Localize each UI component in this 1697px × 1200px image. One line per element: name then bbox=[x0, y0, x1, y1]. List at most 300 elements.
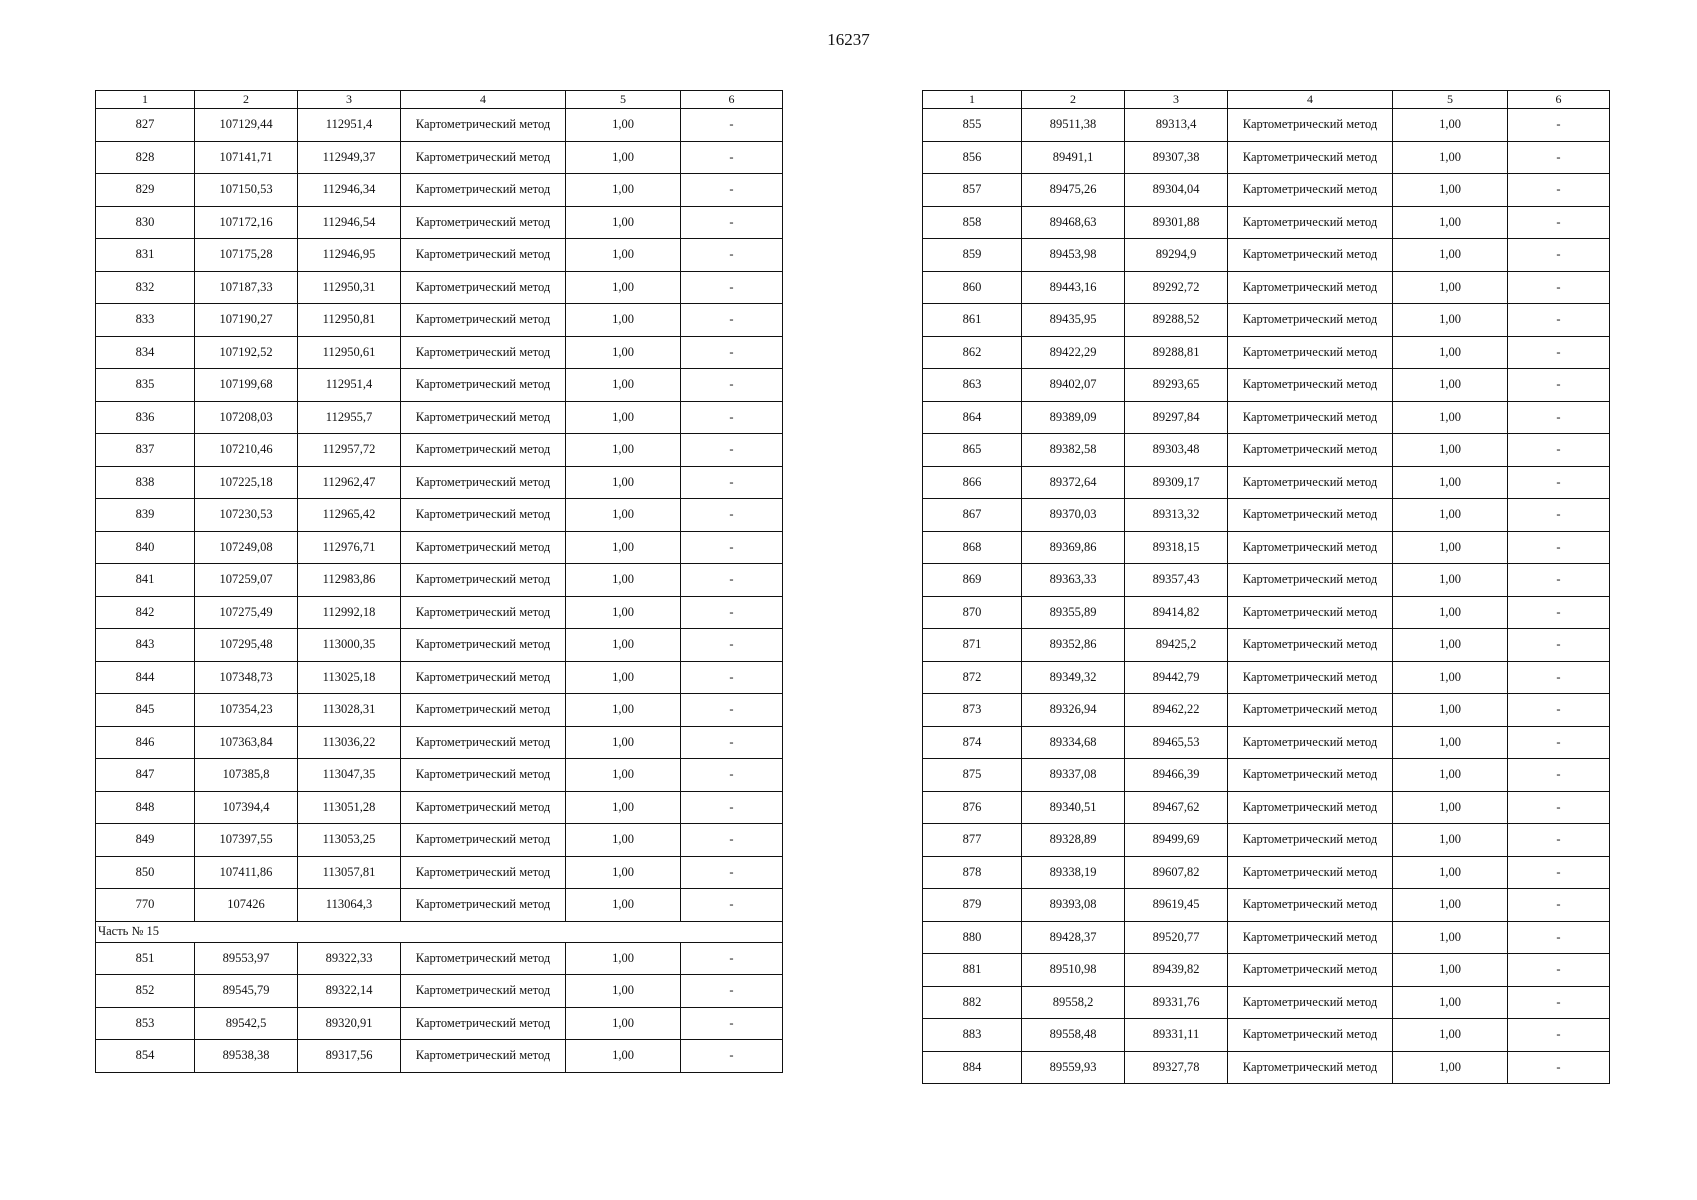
description-cell: - bbox=[681, 856, 783, 889]
point-number-cell: 830 bbox=[96, 206, 195, 239]
point-number-cell: 833 bbox=[96, 304, 195, 337]
method-cell: Картометрический метод bbox=[401, 239, 566, 272]
column-header: 2 bbox=[195, 91, 298, 109]
y-coordinate-cell: 112946,95 bbox=[298, 239, 401, 272]
table-header-row bbox=[923, 91, 1610, 109]
table-row bbox=[96, 824, 783, 857]
table-row bbox=[923, 726, 1610, 759]
accuracy-cell: 1,00 bbox=[566, 889, 681, 922]
x-coordinate-cell: 89389,09 bbox=[1022, 401, 1125, 434]
description-cell: - bbox=[1508, 726, 1610, 759]
accuracy-cell: 1,00 bbox=[1393, 401, 1508, 434]
accuracy-cell: 1,00 bbox=[566, 1007, 681, 1040]
method-cell: Картометрический метод bbox=[1228, 921, 1393, 954]
table-row bbox=[96, 942, 783, 975]
point-number-cell: 862 bbox=[923, 336, 1022, 369]
point-number-cell: 848 bbox=[96, 791, 195, 824]
accuracy-cell: 1,00 bbox=[566, 564, 681, 597]
y-coordinate-cell: 112983,86 bbox=[298, 564, 401, 597]
accuracy-cell: 1,00 bbox=[566, 531, 681, 564]
accuracy-cell: 1,00 bbox=[1393, 954, 1508, 987]
table-row bbox=[96, 271, 783, 304]
right-coordinates-table bbox=[922, 90, 1610, 1084]
description-cell: - bbox=[1508, 661, 1610, 694]
accuracy-cell: 1,00 bbox=[1393, 239, 1508, 272]
method-cell: Картометрический метод bbox=[1228, 726, 1393, 759]
x-coordinate-cell: 107225,18 bbox=[195, 466, 298, 499]
table-row bbox=[923, 141, 1610, 174]
point-number-cell: 865 bbox=[923, 434, 1022, 467]
accuracy-cell: 1,00 bbox=[566, 824, 681, 857]
y-coordinate-cell: 89331,76 bbox=[1125, 986, 1228, 1019]
x-coordinate-cell: 89349,32 bbox=[1022, 661, 1125, 694]
point-number-cell: 840 bbox=[96, 531, 195, 564]
table-row bbox=[96, 466, 783, 499]
x-coordinate-cell: 107210,46 bbox=[195, 434, 298, 467]
y-coordinate-cell: 89288,52 bbox=[1125, 304, 1228, 337]
description-cell: - bbox=[1508, 1051, 1610, 1084]
x-coordinate-cell: 107141,71 bbox=[195, 141, 298, 174]
y-coordinate-cell: 113025,18 bbox=[298, 661, 401, 694]
method-cell: Картометрический метод bbox=[401, 726, 566, 759]
y-coordinate-cell: 113047,35 bbox=[298, 759, 401, 792]
point-number-cell: 864 bbox=[923, 401, 1022, 434]
description-cell: - bbox=[681, 304, 783, 337]
x-coordinate-cell: 89558,48 bbox=[1022, 1019, 1125, 1052]
method-cell: Картометрический метод bbox=[401, 369, 566, 402]
accuracy-cell: 1,00 bbox=[566, 141, 681, 174]
column-header: 5 bbox=[1393, 91, 1508, 109]
x-coordinate-cell: 107187,33 bbox=[195, 271, 298, 304]
y-coordinate-cell: 112946,54 bbox=[298, 206, 401, 239]
y-coordinate-cell: 89292,72 bbox=[1125, 271, 1228, 304]
x-coordinate-cell: 89422,29 bbox=[1022, 336, 1125, 369]
accuracy-cell: 1,00 bbox=[1393, 889, 1508, 922]
y-coordinate-cell: 112955,7 bbox=[298, 401, 401, 434]
method-cell: Картометрический метод bbox=[401, 434, 566, 467]
y-coordinate-cell: 89414,82 bbox=[1125, 596, 1228, 629]
method-cell: Картометрический метод bbox=[1228, 564, 1393, 597]
point-number-cell: 874 bbox=[923, 726, 1022, 759]
accuracy-cell: 1,00 bbox=[1393, 109, 1508, 142]
table-row bbox=[923, 759, 1610, 792]
y-coordinate-cell: 113000,35 bbox=[298, 629, 401, 662]
table-row bbox=[923, 206, 1610, 239]
y-coordinate-cell: 112946,34 bbox=[298, 174, 401, 207]
description-cell: - bbox=[1508, 629, 1610, 662]
point-number-cell: 873 bbox=[923, 694, 1022, 727]
x-coordinate-cell: 89334,68 bbox=[1022, 726, 1125, 759]
table-row bbox=[923, 791, 1610, 824]
y-coordinate-cell: 89619,45 bbox=[1125, 889, 1228, 922]
y-coordinate-cell: 89294,9 bbox=[1125, 239, 1228, 272]
method-cell: Картометрический метод bbox=[1228, 824, 1393, 857]
description-cell: - bbox=[681, 141, 783, 174]
description-cell: - bbox=[681, 109, 783, 142]
table-row bbox=[923, 531, 1610, 564]
table-row bbox=[923, 369, 1610, 402]
point-number-cell: 831 bbox=[96, 239, 195, 272]
point-number-cell: 856 bbox=[923, 141, 1022, 174]
table-row bbox=[923, 434, 1610, 467]
point-number-cell: 872 bbox=[923, 661, 1022, 694]
description-cell: - bbox=[681, 564, 783, 597]
description-cell: - bbox=[681, 889, 783, 922]
description-cell: - bbox=[681, 824, 783, 857]
x-coordinate-cell: 107129,44 bbox=[195, 109, 298, 142]
description-cell: - bbox=[681, 434, 783, 467]
description-cell: - bbox=[1508, 1019, 1610, 1052]
description-cell: - bbox=[681, 466, 783, 499]
point-number-cell: 884 bbox=[923, 1051, 1022, 1084]
description-cell: - bbox=[1508, 791, 1610, 824]
point-number-cell: 847 bbox=[96, 759, 195, 792]
description-cell: - bbox=[1508, 759, 1610, 792]
method-cell: Картометрический метод bbox=[1228, 596, 1393, 629]
y-coordinate-cell: 89462,22 bbox=[1125, 694, 1228, 727]
method-cell: Картометрический метод bbox=[1228, 336, 1393, 369]
accuracy-cell: 1,00 bbox=[566, 726, 681, 759]
method-cell: Картометрический метод bbox=[401, 141, 566, 174]
x-coordinate-cell: 89369,86 bbox=[1022, 531, 1125, 564]
y-coordinate-cell: 112962,47 bbox=[298, 466, 401, 499]
table-row bbox=[923, 694, 1610, 727]
accuracy-cell: 1,00 bbox=[566, 239, 681, 272]
y-coordinate-cell: 112951,4 bbox=[298, 369, 401, 402]
accuracy-cell: 1,00 bbox=[1393, 596, 1508, 629]
description-cell: - bbox=[681, 531, 783, 564]
y-coordinate-cell: 89466,39 bbox=[1125, 759, 1228, 792]
point-number-cell: 835 bbox=[96, 369, 195, 402]
method-cell: Картометрический метод bbox=[1228, 531, 1393, 564]
table-row bbox=[96, 434, 783, 467]
accuracy-cell: 1,00 bbox=[566, 975, 681, 1008]
table-row bbox=[96, 369, 783, 402]
description-cell: - bbox=[681, 759, 783, 792]
x-coordinate-cell: 89453,98 bbox=[1022, 239, 1125, 272]
accuracy-cell: 1,00 bbox=[566, 109, 681, 142]
accuracy-cell: 1,00 bbox=[566, 694, 681, 727]
y-coordinate-cell: 113051,28 bbox=[298, 791, 401, 824]
method-cell: Картометрический метод bbox=[401, 824, 566, 857]
table-row bbox=[923, 466, 1610, 499]
point-number-cell: 879 bbox=[923, 889, 1022, 922]
description-cell: - bbox=[1508, 986, 1610, 1019]
table-row bbox=[923, 661, 1610, 694]
method-cell: Картометрический метод bbox=[401, 1040, 566, 1073]
table-row bbox=[96, 1040, 783, 1073]
point-number-cell: 837 bbox=[96, 434, 195, 467]
point-number-cell: 883 bbox=[923, 1019, 1022, 1052]
table-row bbox=[923, 1051, 1610, 1084]
x-coordinate-cell: 107175,28 bbox=[195, 239, 298, 272]
point-number-cell: 870 bbox=[923, 596, 1022, 629]
x-coordinate-cell: 107275,49 bbox=[195, 596, 298, 629]
y-coordinate-cell: 113053,25 bbox=[298, 824, 401, 857]
method-cell: Картометрический метод bbox=[1228, 206, 1393, 239]
method-cell: Картометрический метод bbox=[1228, 694, 1393, 727]
table-row bbox=[96, 109, 783, 142]
method-cell: Картометрический метод bbox=[1228, 791, 1393, 824]
x-coordinate-cell: 89510,98 bbox=[1022, 954, 1125, 987]
description-cell: - bbox=[681, 499, 783, 532]
description-cell: - bbox=[1508, 564, 1610, 597]
description-cell: - bbox=[681, 629, 783, 662]
column-header: 1 bbox=[923, 91, 1022, 109]
table-row bbox=[923, 239, 1610, 272]
method-cell: Картометрический метод bbox=[1228, 954, 1393, 987]
table-row bbox=[96, 206, 783, 239]
accuracy-cell: 1,00 bbox=[566, 369, 681, 402]
x-coordinate-cell: 89491,1 bbox=[1022, 141, 1125, 174]
y-coordinate-cell: 89331,11 bbox=[1125, 1019, 1228, 1052]
method-cell: Картометрический метод bbox=[1228, 986, 1393, 1019]
x-coordinate-cell: 107230,53 bbox=[195, 499, 298, 532]
method-cell: Картометрический метод bbox=[1228, 434, 1393, 467]
x-coordinate-cell: 107397,55 bbox=[195, 824, 298, 857]
y-coordinate-cell: 89304,04 bbox=[1125, 174, 1228, 207]
point-number-cell: 881 bbox=[923, 954, 1022, 987]
table-row bbox=[96, 856, 783, 889]
column-header: 2 bbox=[1022, 91, 1125, 109]
method-cell: Картометрический метод bbox=[1228, 499, 1393, 532]
description-cell: - bbox=[681, 206, 783, 239]
y-coordinate-cell: 112976,71 bbox=[298, 531, 401, 564]
x-coordinate-cell: 89352,86 bbox=[1022, 629, 1125, 662]
accuracy-cell: 1,00 bbox=[566, 466, 681, 499]
accuracy-cell: 1,00 bbox=[1393, 694, 1508, 727]
x-coordinate-cell: 89370,03 bbox=[1022, 499, 1125, 532]
method-cell: Картометрический метод bbox=[1228, 1051, 1393, 1084]
table-row bbox=[923, 1019, 1610, 1052]
description-cell: - bbox=[1508, 271, 1610, 304]
description-cell: - bbox=[1508, 174, 1610, 207]
description-cell: - bbox=[1508, 336, 1610, 369]
method-cell: Картометрический метод bbox=[1228, 304, 1393, 337]
point-number-cell: 828 bbox=[96, 141, 195, 174]
accuracy-cell: 1,00 bbox=[566, 336, 681, 369]
y-coordinate-cell: 89322,33 bbox=[298, 942, 401, 975]
method-cell: Картометрический метод bbox=[1228, 759, 1393, 792]
description-cell: - bbox=[1508, 206, 1610, 239]
accuracy-cell: 1,00 bbox=[1393, 1051, 1508, 1084]
table-row bbox=[96, 726, 783, 759]
table-row bbox=[923, 499, 1610, 532]
point-number-cell: 832 bbox=[96, 271, 195, 304]
method-cell: Картометрический метод bbox=[1228, 174, 1393, 207]
method-cell: Картометрический метод bbox=[1228, 856, 1393, 889]
description-cell: - bbox=[681, 596, 783, 629]
accuracy-cell: 1,00 bbox=[1393, 759, 1508, 792]
point-number-cell: 875 bbox=[923, 759, 1022, 792]
y-coordinate-cell: 89313,32 bbox=[1125, 499, 1228, 532]
x-coordinate-cell: 89363,33 bbox=[1022, 564, 1125, 597]
description-cell: - bbox=[1508, 499, 1610, 532]
part-heading-row bbox=[96, 921, 783, 942]
accuracy-cell: 1,00 bbox=[1393, 466, 1508, 499]
accuracy-cell: 1,00 bbox=[566, 661, 681, 694]
column-header: 1 bbox=[96, 91, 195, 109]
x-coordinate-cell: 89340,51 bbox=[1022, 791, 1125, 824]
point-number-cell: 853 bbox=[96, 1007, 195, 1040]
point-number-cell: 836 bbox=[96, 401, 195, 434]
accuracy-cell: 1,00 bbox=[566, 856, 681, 889]
method-cell: Картометрический метод bbox=[401, 499, 566, 532]
accuracy-cell: 1,00 bbox=[1393, 1019, 1508, 1052]
table-row bbox=[96, 759, 783, 792]
point-number-cell: 860 bbox=[923, 271, 1022, 304]
table-row bbox=[96, 791, 783, 824]
table-row bbox=[923, 271, 1610, 304]
method-cell: Картометрический метод bbox=[401, 759, 566, 792]
table-row bbox=[923, 824, 1610, 857]
table-row bbox=[96, 304, 783, 337]
method-cell: Картометрический метод bbox=[401, 1007, 566, 1040]
method-cell: Картометрический метод bbox=[1228, 109, 1393, 142]
table-row bbox=[923, 109, 1610, 142]
y-coordinate-cell: 112965,42 bbox=[298, 499, 401, 532]
description-cell: - bbox=[1508, 239, 1610, 272]
column-header: 4 bbox=[1228, 91, 1393, 109]
method-cell: Картометрический метод bbox=[401, 629, 566, 662]
y-coordinate-cell: 89303,48 bbox=[1125, 434, 1228, 467]
description-cell: - bbox=[681, 174, 783, 207]
description-cell: - bbox=[681, 1040, 783, 1073]
point-number-cell: 877 bbox=[923, 824, 1022, 857]
y-coordinate-cell: 89439,82 bbox=[1125, 954, 1228, 987]
x-coordinate-cell: 107208,03 bbox=[195, 401, 298, 434]
accuracy-cell: 1,00 bbox=[1393, 206, 1508, 239]
table-row bbox=[96, 975, 783, 1008]
part-heading: Часть № 15 bbox=[96, 921, 783, 942]
method-cell: Картометрический метод bbox=[401, 466, 566, 499]
table-row bbox=[96, 239, 783, 272]
y-coordinate-cell: 113036,22 bbox=[298, 726, 401, 759]
method-cell: Картометрический метод bbox=[1228, 1019, 1393, 1052]
point-number-cell: 843 bbox=[96, 629, 195, 662]
y-coordinate-cell: 89357,43 bbox=[1125, 564, 1228, 597]
description-cell: - bbox=[1508, 856, 1610, 889]
y-coordinate-cell: 113064,3 bbox=[298, 889, 401, 922]
x-coordinate-cell: 89468,63 bbox=[1022, 206, 1125, 239]
description-cell: - bbox=[1508, 889, 1610, 922]
point-number-cell: 882 bbox=[923, 986, 1022, 1019]
point-number-cell: 857 bbox=[923, 174, 1022, 207]
point-number-cell: 844 bbox=[96, 661, 195, 694]
table-row bbox=[96, 889, 783, 922]
column-header: 4 bbox=[401, 91, 566, 109]
accuracy-cell: 1,00 bbox=[1393, 661, 1508, 694]
description-cell: - bbox=[681, 694, 783, 727]
accuracy-cell: 1,00 bbox=[1393, 564, 1508, 597]
point-number-cell: 845 bbox=[96, 694, 195, 727]
accuracy-cell: 1,00 bbox=[566, 791, 681, 824]
x-coordinate-cell: 107295,48 bbox=[195, 629, 298, 662]
table-row bbox=[96, 499, 783, 532]
table-row bbox=[96, 661, 783, 694]
y-coordinate-cell: 89465,53 bbox=[1125, 726, 1228, 759]
column-header: 6 bbox=[681, 91, 783, 109]
x-coordinate-cell: 89511,38 bbox=[1022, 109, 1125, 142]
x-coordinate-cell: 89559,93 bbox=[1022, 1051, 1125, 1084]
method-cell: Картометрический метод bbox=[401, 109, 566, 142]
x-coordinate-cell: 107259,07 bbox=[195, 564, 298, 597]
point-number-cell: 834 bbox=[96, 336, 195, 369]
x-coordinate-cell: 89545,79 bbox=[195, 975, 298, 1008]
method-cell: Картометрический метод bbox=[401, 791, 566, 824]
method-cell: Картометрический метод bbox=[401, 694, 566, 727]
point-number-cell: 850 bbox=[96, 856, 195, 889]
method-cell: Картометрический метод bbox=[401, 336, 566, 369]
y-coordinate-cell: 112950,81 bbox=[298, 304, 401, 337]
y-coordinate-cell: 89301,88 bbox=[1125, 206, 1228, 239]
y-coordinate-cell: 89425,2 bbox=[1125, 629, 1228, 662]
accuracy-cell: 1,00 bbox=[1393, 531, 1508, 564]
table-row bbox=[96, 564, 783, 597]
accuracy-cell: 1,00 bbox=[1393, 369, 1508, 402]
y-coordinate-cell: 89313,4 bbox=[1125, 109, 1228, 142]
table-row bbox=[923, 336, 1610, 369]
accuracy-cell: 1,00 bbox=[1393, 271, 1508, 304]
accuracy-cell: 1,00 bbox=[566, 942, 681, 975]
x-coordinate-cell: 107249,08 bbox=[195, 531, 298, 564]
accuracy-cell: 1,00 bbox=[1393, 304, 1508, 337]
accuracy-cell: 1,00 bbox=[1393, 921, 1508, 954]
description-cell: - bbox=[1508, 369, 1610, 402]
accuracy-cell: 1,00 bbox=[566, 304, 681, 337]
y-coordinate-cell: 89309,17 bbox=[1125, 466, 1228, 499]
accuracy-cell: 1,00 bbox=[566, 434, 681, 467]
description-cell: - bbox=[681, 791, 783, 824]
y-coordinate-cell: 112957,72 bbox=[298, 434, 401, 467]
x-coordinate-cell: 89538,38 bbox=[195, 1040, 298, 1073]
x-coordinate-cell: 89553,97 bbox=[195, 942, 298, 975]
x-coordinate-cell: 107363,84 bbox=[195, 726, 298, 759]
description-cell: - bbox=[1508, 466, 1610, 499]
point-number-cell: 851 bbox=[96, 942, 195, 975]
y-coordinate-cell: 89307,38 bbox=[1125, 141, 1228, 174]
y-coordinate-cell: 89607,82 bbox=[1125, 856, 1228, 889]
x-coordinate-cell: 107172,16 bbox=[195, 206, 298, 239]
accuracy-cell: 1,00 bbox=[566, 629, 681, 662]
x-coordinate-cell: 107192,52 bbox=[195, 336, 298, 369]
description-cell: - bbox=[681, 336, 783, 369]
description-cell: - bbox=[681, 975, 783, 1008]
accuracy-cell: 1,00 bbox=[1393, 499, 1508, 532]
description-cell: - bbox=[681, 239, 783, 272]
table-row bbox=[923, 596, 1610, 629]
point-number-cell: 855 bbox=[923, 109, 1022, 142]
x-coordinate-cell: 107199,68 bbox=[195, 369, 298, 402]
y-coordinate-cell: 112950,31 bbox=[298, 271, 401, 304]
y-coordinate-cell: 89322,14 bbox=[298, 975, 401, 1008]
accuracy-cell: 1,00 bbox=[1393, 141, 1508, 174]
point-number-cell: 854 bbox=[96, 1040, 195, 1073]
table-row bbox=[96, 694, 783, 727]
left-coordinates-table bbox=[95, 90, 783, 1073]
y-coordinate-cell: 89297,84 bbox=[1125, 401, 1228, 434]
table-row bbox=[923, 629, 1610, 662]
table-row bbox=[923, 954, 1610, 987]
accuracy-cell: 1,00 bbox=[1393, 336, 1508, 369]
point-number-cell: 770 bbox=[96, 889, 195, 922]
description-cell: - bbox=[681, 726, 783, 759]
accuracy-cell: 1,00 bbox=[1393, 791, 1508, 824]
point-number-cell: 861 bbox=[923, 304, 1022, 337]
table-row bbox=[96, 174, 783, 207]
point-number-cell: 868 bbox=[923, 531, 1022, 564]
method-cell: Картометрический метод bbox=[401, 889, 566, 922]
